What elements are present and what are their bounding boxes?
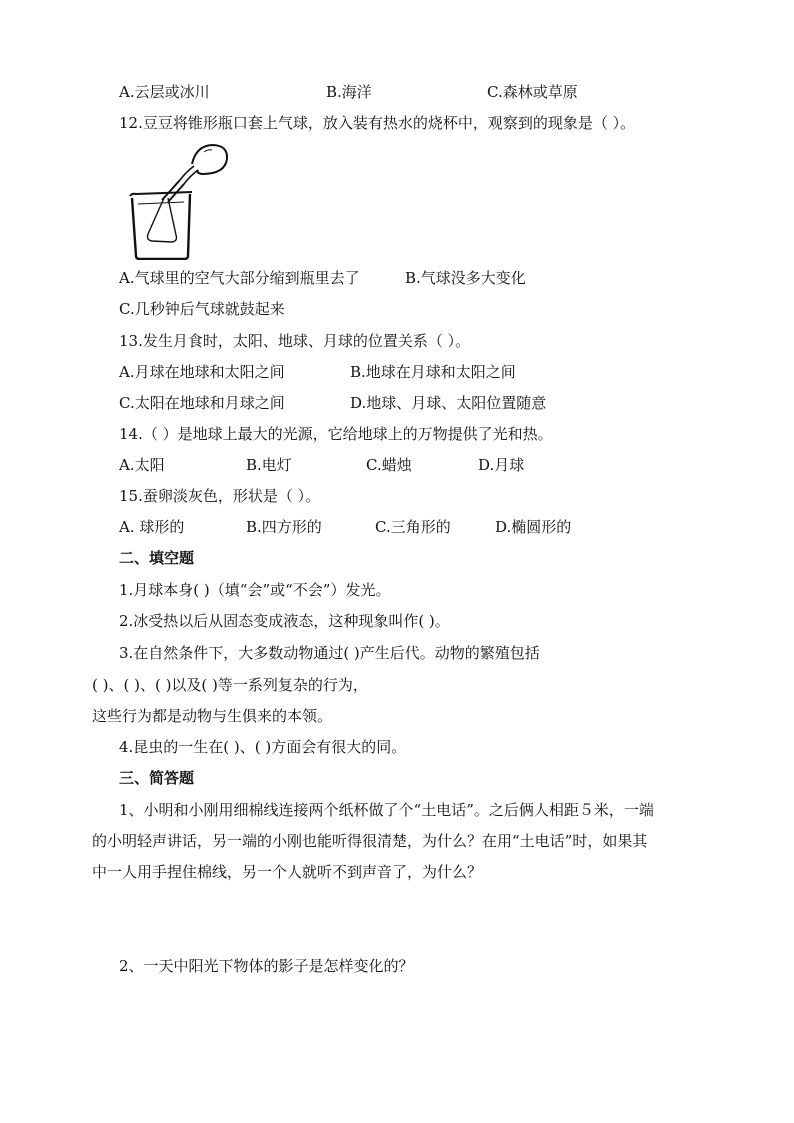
fill-q2: 2.冰受热以后从固态变成液态，这种现象叫作( )。 [119, 612, 450, 630]
q12-option-a: A.气球里的空气大部分缩到瓶里去了 [119, 269, 360, 287]
q15-option-b: B.四方形的 [246, 518, 322, 536]
flask-balloon-beaker-figure [126, 142, 236, 260]
q15-option-c: C.三角形的 [375, 518, 451, 536]
q11-option-c: C.森林或草原 [487, 83, 578, 101]
fill-q3-line1: 3.在自然条件下，大多数动物通过( )产生后代。动物的繁殖包括 [119, 644, 540, 662]
q14-option-d: D.月球 [478, 456, 525, 474]
fill-q4: 4.昆虫的一生在( )、( )方面会有很大的同。 [119, 738, 407, 756]
short-q1-line2: 的小明轻声讲话，另一端的小刚也能听得很清楚，为什么？在用“土电话”时，如果其 [92, 832, 648, 850]
short-q2: 2、一天中阳光下物体的影子是怎样变化的？ [119, 957, 414, 975]
fill-q3-line2: ( )、( )、( )以及( )等一系列复杂的行为， [92, 676, 368, 694]
q11-option-a: A.云层或冰川 [119, 83, 210, 101]
q13-option-a: A.月球在地球和太阳之间 [119, 363, 285, 381]
q14-option-c: C.蜡烛 [366, 456, 412, 474]
q15-option-d: D.椭圆形的 [495, 518, 572, 536]
q12-option-b: B.气球没多大变化 [405, 269, 526, 287]
short-q1-line1: 1、小明和小刚用细棉线连接两个纸杯做了个“土电话”。之后俩人相距５米，一端 [119, 801, 654, 819]
q15-question: 15.蚕卵淡灰色，形状是（ ）。 [119, 487, 321, 505]
q13-option-d: D.地球、月球、太阳位置随意 [350, 394, 547, 412]
q15-option-a: A. 球形的 [119, 518, 185, 536]
q12-option-c: C.几秒钟后气球就鼓起来 [119, 300, 285, 318]
section-fill-in-title: 二、填空题 [119, 549, 195, 567]
q12-question: 12.豆豆将锥形瓶口套上气球，放入装有热水的烧杯中，观察到的现象是（ ）。 [119, 114, 636, 132]
q14-option-b: B.电灯 [246, 456, 292, 474]
short-q1-line3: 中一人用手捏住棉线，另一个人就听不到声音了，为什么？ [92, 863, 483, 881]
fill-q1: 1.月球本身( )（填“会”或“不会”）发光。 [119, 581, 391, 599]
q14-question: 14.（ ）是地球上最大的光源，它给地球上的万物提供了光和热。 [119, 425, 553, 443]
q13-option-b: B.地球在月球和太阳之间 [350, 363, 516, 381]
fill-q3-line3: 这些行为都是动物与生俱来的本领。 [92, 707, 333, 725]
section-short-answer-title: 三、简答题 [119, 769, 195, 787]
q13-option-c: C.太阳在地球和月球之间 [119, 394, 285, 412]
q11-option-b: B.海洋 [326, 83, 372, 101]
q13-question: 13.发生月食时，太阳、地球、月球的位置关系（ ）。 [119, 332, 471, 350]
q14-option-a: A.太阳 [119, 456, 165, 474]
